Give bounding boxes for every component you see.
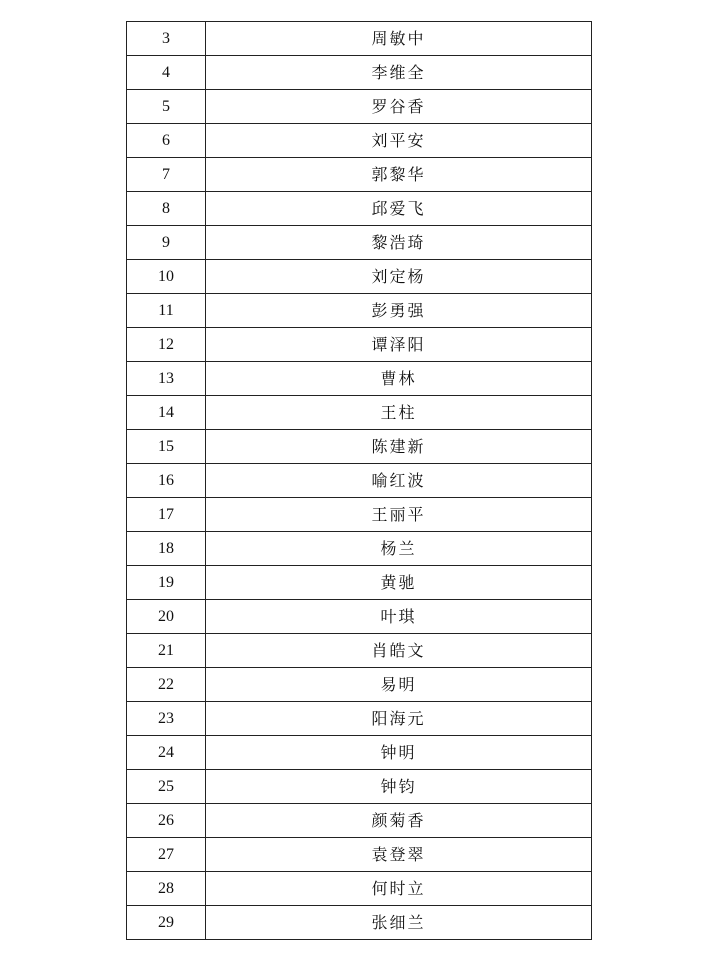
person-name-cell: 肖皓文 <box>206 634 592 668</box>
table-row <box>127 124 592 158</box>
table-row <box>127 668 592 702</box>
row-number-cell: 19 <box>127 566 206 600</box>
row-number-cell: 4 <box>127 56 206 90</box>
row-number-cell: 14 <box>127 396 206 430</box>
table-row <box>127 770 592 804</box>
row-number-cell: 6 <box>127 124 206 158</box>
row-number-cell: 11 <box>127 294 206 328</box>
row-number-cell: 8 <box>127 192 206 226</box>
row-number-cell: 23 <box>127 702 206 736</box>
person-name-cell: 王柱 <box>206 396 592 430</box>
person-name-cell: 王丽平 <box>206 498 592 532</box>
table-row <box>127 158 592 192</box>
person-name-cell: 黎浩琦 <box>206 226 592 260</box>
row-number-cell: 24 <box>127 736 206 770</box>
person-name-cell: 喻红波 <box>206 464 592 498</box>
person-name-cell: 谭泽阳 <box>206 328 592 362</box>
table-row <box>127 56 592 90</box>
table-row <box>127 532 592 566</box>
person-name-cell: 袁登翠 <box>206 838 592 872</box>
table-row <box>127 328 592 362</box>
row-number-cell: 9 <box>127 226 206 260</box>
table-row <box>127 566 592 600</box>
table-row <box>127 192 592 226</box>
table-row <box>127 22 592 56</box>
person-name-cell: 彭勇强 <box>206 294 592 328</box>
table-row <box>127 736 592 770</box>
table-row <box>127 872 592 906</box>
person-name-cell: 郭黎华 <box>206 158 592 192</box>
person-name-cell: 张细兰 <box>206 906 592 940</box>
row-number-cell: 3 <box>127 22 206 56</box>
row-number-cell: 7 <box>127 158 206 192</box>
table-row <box>127 702 592 736</box>
table-row <box>127 396 592 430</box>
person-name-cell: 陈建新 <box>206 430 592 464</box>
row-number-cell: 17 <box>127 498 206 532</box>
person-name-cell: 邱爱飞 <box>206 192 592 226</box>
table-row <box>127 600 592 634</box>
table-row <box>127 260 592 294</box>
row-number-cell: 18 <box>127 532 206 566</box>
table-row <box>127 838 592 872</box>
row-number-cell: 12 <box>127 328 206 362</box>
person-name-cell: 李维全 <box>206 56 592 90</box>
person-name-cell: 钟钧 <box>206 770 592 804</box>
table-row <box>127 634 592 668</box>
table-row <box>127 498 592 532</box>
person-name-cell: 何时立 <box>206 872 592 906</box>
row-number-cell: 29 <box>127 906 206 940</box>
row-number-cell: 28 <box>127 872 206 906</box>
person-name-cell: 黄驰 <box>206 566 592 600</box>
row-number-cell: 26 <box>127 804 206 838</box>
table-row <box>127 90 592 124</box>
table-row <box>127 362 592 396</box>
table-row <box>127 430 592 464</box>
person-name-cell: 刘定杨 <box>206 260 592 294</box>
table-row <box>127 294 592 328</box>
row-number-cell: 21 <box>127 634 206 668</box>
person-name-cell: 颜菊香 <box>206 804 592 838</box>
row-number-cell: 25 <box>127 770 206 804</box>
row-number-cell: 10 <box>127 260 206 294</box>
row-number-cell: 22 <box>127 668 206 702</box>
table-row <box>127 804 592 838</box>
row-number-cell: 16 <box>127 464 206 498</box>
person-name-cell: 叶琪 <box>206 600 592 634</box>
person-name-cell: 阳海元 <box>206 702 592 736</box>
person-name-cell: 钟明 <box>206 736 592 770</box>
person-name-cell: 刘平安 <box>206 124 592 158</box>
row-number-cell: 15 <box>127 430 206 464</box>
table-row <box>127 226 592 260</box>
person-name-cell: 罗谷香 <box>206 90 592 124</box>
row-number-cell: 13 <box>127 362 206 396</box>
name-list-table <box>126 21 592 940</box>
person-name-cell: 周敏中 <box>206 22 592 56</box>
row-number-cell: 20 <box>127 600 206 634</box>
table-body <box>127 22 592 940</box>
table-row <box>127 464 592 498</box>
person-name-cell: 杨兰 <box>206 532 592 566</box>
person-name-cell: 易明 <box>206 668 592 702</box>
table-row <box>127 906 592 940</box>
person-name-cell: 曹林 <box>206 362 592 396</box>
row-number-cell: 27 <box>127 838 206 872</box>
row-number-cell: 5 <box>127 90 206 124</box>
